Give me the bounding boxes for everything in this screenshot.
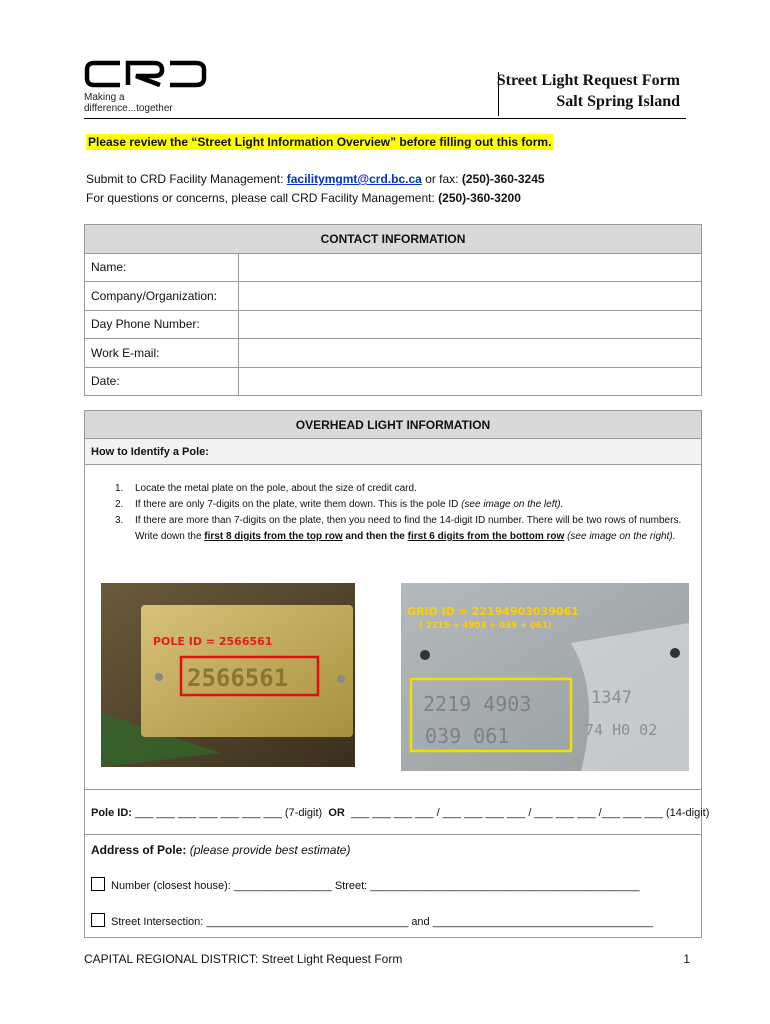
identify-steps <box>115 481 691 545</box>
pole-plate-photo <box>101 583 355 767</box>
pole-id-label: Pole ID: <box>91 807 132 819</box>
form-title-line2: Salt Spring Island <box>556 93 680 110</box>
form-title <box>497 70 680 112</box>
grid-id-14digit-blanks[interactable]: ___ ___ ___ ___ / ___ ___ ___ ___ / ___ ___ ___ /___ ___ ___ <box>350 807 663 819</box>
grid-row1b-digits: 1347 <box>591 688 632 708</box>
grid-id-photo-sub: ( 2219 + 4903 + 039 + 061) <box>419 621 552 631</box>
contact-information-table <box>84 224 702 396</box>
phone-number: (250)-360-3200 <box>438 191 521 205</box>
date-label: Date: <box>85 367 239 396</box>
email-label: Work E-mail: <box>85 339 239 368</box>
grid-id-14digit-hint: (14-digit) <box>665 807 710 819</box>
fax-number: (250)-360-3245 <box>461 172 545 186</box>
address-of-pole <box>91 843 350 857</box>
footer-document-name: CAPITAL REGIONAL DISTRICT: Street Light Request Form <box>84 952 403 966</box>
pole-id-or: OR <box>328 807 345 819</box>
pole-id-7digit-hint: (7-digit) <box>284 807 323 819</box>
company-field[interactable] <box>239 282 702 311</box>
intersection-checkbox[interactable] <box>91 913 105 927</box>
grid-row1-digits: 2219 4903 <box>423 692 532 716</box>
pole-id-photo-label: POLE ID = 2566561 <box>153 635 273 648</box>
overhead-light-section <box>84 410 710 938</box>
intersection-text[interactable]: Street Intersection: _________________________________ and ____________________________________ <box>111 916 653 928</box>
date-field[interactable] <box>239 367 702 396</box>
tagline: Making a difference...together <box>84 92 173 114</box>
number-street-line <box>91 877 639 892</box>
grid-id-photo-label: GRID ID = 22194903039061 <box>407 605 579 618</box>
grid-row2b-digits: 74 H0 02 <box>585 721 658 739</box>
step-item: 3. If there are more than 7-digits on the plate, then you need to find the 14-digit ID number. There will be two rows of numbers. Write down the first 8 digits from the top row and then the first 6 digits from the bottom row (see image on the right). <box>115 515 682 542</box>
review-notice: Please review the “Street Light Information Overview” before filling out this form. <box>88 135 552 149</box>
header-divider <box>84 118 686 119</box>
grid-plate-photo <box>401 583 689 771</box>
number-street-checkbox[interactable] <box>91 877 105 891</box>
contact-heading: CONTACT INFORMATION <box>85 225 702 254</box>
email-link[interactable]: facilitymgmt@crd.bc.ca <box>286 172 422 186</box>
crd-logo <box>84 60 214 114</box>
pole-plate-digits: 2566561 <box>187 664 289 692</box>
phone-field[interactable] <box>239 310 702 339</box>
crd-logo-mark <box>84 60 208 88</box>
submit-instructions <box>86 170 545 208</box>
form-title-line1: Street Light Request Form <box>496 72 680 89</box>
number-street-text[interactable]: Number (closest house): ________________ Street: ____________________________________________ <box>111 880 640 892</box>
pole-id-7digit-blanks[interactable]: ___ ___ ___ ___ ___ ___ ___ <box>135 807 285 819</box>
company-label: Company/Organization: <box>85 282 239 311</box>
name-field[interactable] <box>239 253 702 282</box>
pole-id-row <box>85 789 710 835</box>
step-item: 2. If there are only 7-digits on the plate, write them down. This is the pole ID (see image on the left). <box>115 499 564 510</box>
address-hint: (please provide best estimate) <box>189 843 351 857</box>
overhead-heading: OVERHEAD LIGHT INFORMATION <box>85 411 701 439</box>
email-field[interactable] <box>239 339 702 368</box>
name-label: Name: <box>85 253 239 282</box>
intersection-line <box>91 913 653 928</box>
identify-pole-heading: How to Identify a Pole: <box>85 439 701 465</box>
address-label: Address of Pole: <box>91 843 187 857</box>
footer-page-number: 1 <box>683 952 690 966</box>
questions-line: For questions or concerns, please call CRD Facility Management: (250)-360-3200 <box>86 191 521 205</box>
submit-line: Submit to CRD Facility Management: facilitymgmt@crd.bc.ca or fax: (250)-360-3245 <box>86 172 545 186</box>
grid-row2-digits: 039 061 <box>425 724 510 748</box>
phone-label: Day Phone Number: <box>85 310 239 339</box>
step-item: 1. Locate the metal plate on the pole, about the size of credit card. <box>115 483 417 494</box>
